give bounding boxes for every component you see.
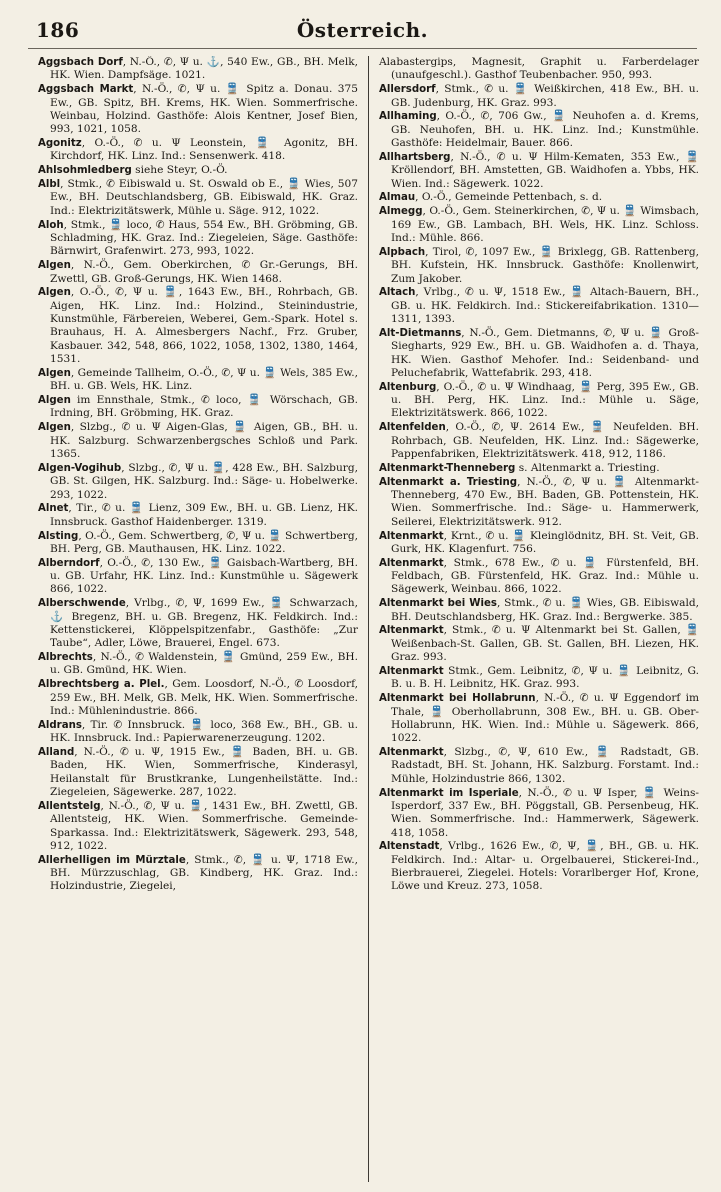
directory-entry [38,502,358,529]
entry-headword: Alt-Dietmanns [379,327,462,339]
entry-headword: Algen [38,395,71,407]
entry-text: , N.-Ö., Gem. Dietmanns, ✆, Ψ u. 🚆 Groß-Siegharts, 929 Ew., BH. u. GB. Waidhofen a. d. Thaya, HK. Wien. Gasthof Mehofer. Ind.: Seidenband- und Peluchefabrik, Wattefabrik. 293, 418. [391,326,699,379]
directory-entry [379,746,699,786]
entry-text: , Tir. ✆ Innsbruck. 🚆 loco, 368 Ew., BH., GB. u. HK. Innsbruck. Ind.: Papierwarenerzeugung. 1202. [50,718,358,745]
entry-headword: Altenmarkt a. Triesting [379,476,518,488]
entry-text: , O.-Ö., ✆ u. Ψ Windhaag, 🚆 Perg, 395 Ew., GB. u. BH. Perg, HK. Linz. Ind.: Mühle u. Säge, Elektrizitätswerk. 866, 1022. [391,380,699,420]
entry-headword: Almegg [379,206,423,218]
entry-text: , O.-Ö., ✆, 130 Ew., 🚆 Gaisbach-Wartberg, BH. u. GB. Urfahr, HK. Linz. Ind.: Kunstmühle u. Sägewerk 866, 1022. [50,556,358,596]
entry-headword: Altenstadt [379,841,440,853]
directory-entry [379,421,699,461]
entry-text: , Stmk., ✆ u. 🚆 Weißkirchen, 418 Ew., BH. u. GB. Judenburg, HK. Graz. 993. [391,83,699,109]
entry-text: Alabastergips, Magnesit, Graphit u. Farberdelager (unaufgeschl.). Gasthof Teubenbacher. 950, 993. [379,56,699,82]
directory-entry [38,83,358,136]
entry-headword: Altenfelden [379,422,446,434]
directory-entry [379,381,699,421]
entry-text: , O.-Ö., Gem. Schwertberg, ✆, Ψ u. 🚆 Schwertberg, BH. Perg, GB. Mauthausen, HK. Linz. 1022. [50,529,358,555]
entry-text: , N.-Ö., ✆, Ψ u. 🚆 Spitz a. Donau. 375 Ew., GB. Spitz, BH. Krems, HK. Wien. Sommerfrische. Weinbau, Holzind. Gasthöfe: Alois Kentner, Josef Bien, 993, 1021, 1058. [50,83,358,136]
directory-entry [38,421,358,461]
entry-headword: Alnet [38,503,69,515]
entry-headword: Altenmarkt-Thenneberg [379,462,516,474]
header-rule [28,48,697,49]
entry-text: , Vrlbg., 1626 Ew., ✆, Ψ, 🚆, BH., GB. u. HK. Feldkirch. Ind.: Altar- u. Orgelbauerei, Stickerei-Ind., Bierbrauerei, Ziegelei. Hotels: Vorarlberger Hof, Krone, Löwe und Kreuz. 273, 1058. [391,840,699,893]
entry-headword: Ahlsohmledberg [38,165,132,177]
directory-entry [379,205,699,245]
entry-text: , Slzbg., ✆, Ψ, 610 Ew., 🚆 Radstadt, GB. Radstadt, BH. St. Johann, HK. Salzburg. Forstamt. Ind.: Mühle, Holzindustrie 866, 1302. [391,746,699,785]
entry-text: Stmk., Gem. Leibnitz, ✆, Ψ u. 🚆 Leibnitz, G. B. u. B. H. Leibnitz, HK. Graz. 993. [391,664,699,691]
directory-entry [38,530,358,557]
directory-entry [38,678,358,718]
entry-text: , O.-Ö., ✆, Ψ u. 🚆, 1643 Ew., BH., Rohrbach, GB. Aigen, HK. Linz. Ind.: Holzind., Steinindustrie, Kunstmühle, Färbereien, Weberei, Gem.-Spark. Hotel s. Brauhaus, H. A. Almesbergers Nachf., Frz. Gruber, Kasbauer. 342, 548, 866, 1022, 1058, 1302, 1380, 1464, 1531. [50,286,358,366]
entry-headword: Algen [38,367,71,379]
entry-headword: Allerhelligen im Mürztale [38,854,186,866]
directory-entry [38,597,358,650]
directory-entry [38,394,358,421]
entry-text: , N.-Ö., Gem. Oberkirchen, ✆ Gr.-Gerungs, BH. Zwettl, GB. Groß-Gerungs, HK. Wien 1468. [50,259,358,285]
entry-headword: Altenmarkt [379,665,444,677]
entry-headword: Altach [379,287,416,299]
entry-text: , Vrlbg., ✆, Ψ, 1699 Ew., 🚆 Schwarzach, ⚓ Bregenz, BH. u. GB. Bregenz, HK. Feldkirch. Ind.: Kettenstickerei, Klöppelspitzenfabr., Gasthöfe: „Zur Taube“, Adler, Löwe, Brauerei, Engel. 673. [50,597,358,650]
entry-headword: Altenmarkt [379,625,444,637]
entry-text: , N.-Ö., ✆, Ψ u. ⚓, 540 Ew., GB., BH. Melk, HK. Wien. Dampfsäge. 1021. [50,56,358,82]
entry-headword: Algen [38,260,71,272]
entry-headword: Albrechts [38,652,93,664]
entry-headword: Agonitz [38,138,82,150]
entry-headword: Algen [38,287,71,299]
entry-headword: Allersdorf [379,84,436,96]
entry-text: siehe Steyr, O.-Ö. [131,164,228,177]
directory-entry [379,597,699,624]
entry-text: , O.-Ö., ✆, 706 Gw., 🚆 Neuhofen a. d. Krems, GB. Neuhofen, BH. u. HK. Linz. Ind.; Kunstmühle. Gasthöfe: Heidelmair, Bauer. 866. [391,110,699,150]
left-column [32,56,368,1182]
directory-entry [379,110,699,150]
directory-entry [38,800,358,853]
entry-headword: Allhartsberg [379,151,451,163]
entry-headword: Altenburg [379,381,437,393]
directory-entry [379,530,699,557]
entry-headword: Alsting [38,530,79,542]
entry-headword: Aldrans [38,719,82,731]
entry-text: , Stmk., 678 Ew., ✆ u. 🚆 Fürstenfeld, BH. Feldbach, GB. Fürstenfeld, HK. Graz. Ind.: Mühle u. Sägewerk, Weinbau. 866, 1022. [391,556,699,596]
directory-entry [379,327,699,380]
entry-headword: Aggsbach Markt [38,84,134,96]
directory-entry [38,746,358,799]
entry-headword: Alberndorf [38,557,100,569]
directory-entry [379,191,699,204]
entry-text: , O.-Ö., ✆ u. Ψ Leonstein, 🚆 Agonitz, BH. Kirchdorf, HK. Linz. Ind.: Sensenwerk. 418. [50,137,358,163]
page-number: 186 [36,18,80,42]
entry-text: , O.-Ö., ✆, Ψ. 2614 Ew., 🚆 Neufelden. BH. Rohrbach, GB. Neufelden, HK. Linz. Ind.: Sägewerke, Pappenfabriken, Elektrizitätswerk. 418, 912, 1186. [391,421,699,460]
entry-columns [32,56,701,1182]
entry-headword: Aggsbach Dorf [38,57,123,68]
running-head: Österreich. [296,18,429,42]
entry-headword: Alberschwende [38,598,126,610]
directory-entry [379,246,699,286]
page-header [22,12,703,48]
entry-text: , Stmk., ✆ u. Ψ Altenmarkt bei St. Gallen, 🚆 Weißenbach-St. Gallen, GB. St. Gallen, BH. Liezen, HK. Graz. 993. [391,624,699,664]
directory-entry [379,624,699,664]
entry-text: , Gemeinde Tallheim, O.-Ö., ✆, Ψ u. 🚆 Wels, 385 Ew., BH. u. GB. Wels, HK. Linz. [50,366,358,393]
directory-entry [38,56,358,83]
directory-entry [379,56,699,83]
entry-text: , N.-Ö., ✆, Ψ u. 🚆, 1431 Ew., BH. Zwettl, GB. Allentsteig, HK. Wien. Sommerfrische. Gemeinde-Sparkassa. Ind.: Elektrizitätswerk, Sägewerk. 293, 548, 912, 1022. [50,799,358,852]
entry-text: , Slzbg., ✆ u. Ψ Aigen-Glas, 🚆 Aigen, GB., BH. u. HK. Salzburg. Schwarzenbergsches Schloß und Park. 1365. [50,421,358,460]
entry-text: , N.-Ö., ✆ u. Ψ Hilm-Kematen, 353 Ew., 🚆 Kröllendorf, BH. Amstetten, GB. Waidhofen a. Ybbs, HK. Wien. Ind.: Sägewerk. 1022. [391,150,699,190]
directory-entry [379,286,699,326]
entry-text: , Stmk., ✆, 🚆 u. Ψ, 1718 Ew., BH. Mürzzuschlag, GB. Kindberg, HK. Graz. Ind.: Holzindustrie, Ziegelei, [50,853,358,893]
entry-headword: Algen [38,422,71,434]
entry-text: im Ennsthale, Stmk., ✆ loco, 🚆 Wörschach, GB. Irdning, BH. Gröbming, HK. Graz. [50,394,358,420]
directory-entry [38,219,358,259]
entry-text: , O.-Ö., Gem. Steinerkirchen, ✆, Ψ u. 🚆 Wimsbach, 169 Ew., GB. Lambach, BH. Wels, HK. Linz. Schloss. Ind.: Mühle. 866. [391,205,699,244]
directory-entry [379,83,699,110]
directory-entry [38,719,358,746]
entry-headword: Albrechtsberg a. Plel. [38,679,165,691]
entry-headword: Altenmarkt bei Hollabrunn [379,693,536,705]
directory-entry [379,462,699,475]
directory-entry [38,651,358,678]
directory-entry [38,462,358,502]
entry-text: , Stmk., ✆ Eibiswald u. St. Oswald ob E., 🚆 Wies, 507 Ew., BH. Deutschlandsberg, GB. Eibiswald, HK. Graz. Ind.: Elektrizitätswerk, Mühle u. Säge. 912, 1022. [50,178,358,217]
entry-text: , Krnt., ✆ u. 🚆 Kleinglödnitz, BH. St. Veit, GB. Gurk, HK. Klagenfurt. 756. [391,529,699,555]
entry-text: , Slzbg., ✆, Ψ u. 🚆, 428 Ew., BH. Salzburg, GB. St. Gilgen, HK. Salzburg. Ind.: Säge- u. Hobelwerke. 293, 1022. [50,461,358,501]
directory-entry [379,557,699,597]
entry-text: , Stmk., 🚆 loco, ✆ Haus, 554 Ew., BH. Gröbming, GB. Schladming, HK. Graz. Ind.: Ziegeleien, Säge. Gasthöfe: Bärnwirt, Grafenwirt. 273, 993, 1022. [50,218,358,258]
entry-headword: Algen-Vogihub [38,462,122,474]
directory-entry [38,137,358,164]
entry-headword: Allhaming [379,111,437,123]
entry-text: , O.-Ö., Gemeinde Pettenbach, s. d. [415,191,603,204]
entry-text: , Vrlbg., ✆ u. Ψ, 1518 Ew., 🚆 Altach-Bauern, BH., GB. u. HK. Feldkirch. Ind.: Stickereifabrikation. 1310—1311, 1393. [391,286,699,326]
entry-text: , Gem. Loosdorf, N.-Ö., ✆ Loosdorf, 259 Ew., BH. Melk, GB. Melk, HK. Wien. Sommerfrische. Ind.: Mühlenindustrie. 866. [50,678,358,717]
entry-headword: Altenmarkt im Isperiale [379,787,519,799]
entry-text: , N.-Ö., ✆ u. Ψ, 1915 Ew., 🚆 Baden, BH. u. GB. Baden, HK. Wien, Sommerfrische, Kinderasyl, Heilanstalt für Brustkranke, Lungenheilstätte. Ind.: Ziegeleien, Sägewerke. 287, 1022. [50,746,358,799]
entry-text: , Tirol, ✆, 1097 Ew., 🚆 Brixlegg, GB. Rattenberg, BH. Kufstein, HK. Innsbruck. Gasthöfe: Knollenwirt, Zum Jakober. [391,245,699,285]
entry-text: , N.-Ö., ✆, Ψ u. 🚆 Altenmarkt-Thenneberg, 470 Ew., BH. Baden, GB. Pottenstein, HK. Wien. Sommerfrische. Ind.: Säge- u. Hammerwerk, Seilerei, Elektrizitätswerk. 912. [391,475,699,528]
entry-text: , N.-Ö., ✆ u. Ψ Isper, 🚆 Weins-Isperdorf, 337 Ew., BH. Pöggstall, GB. Persenbeug, HK. Wien. Sommerfrische. Ind.: Hammerwerk, Sägewerk. 418, 1058. [391,786,699,839]
directory-entry [38,557,358,597]
entry-headword: Allentstelg [38,800,101,812]
directory-entry [38,854,358,894]
directory-entry [38,178,358,218]
entry-headword: Almau [379,192,416,204]
entry-headword: Altenmarkt [379,747,444,759]
right-column [368,56,701,1182]
directory-entry [379,840,699,893]
entry-headword: Aloh [38,219,64,231]
directory-entry [379,787,699,840]
directory-entry [38,286,358,366]
directory-entry [379,692,699,745]
entry-text: , Tir., ✆ u. 🚆 Lienz, 309 Ew., BH. u. GB. Lienz, HK. Innsbruck. Gasthof Haidenberger. 1319. [50,502,358,528]
directory-entry [38,259,358,286]
entry-text: , N.-Ö., ✆ Waldenstein, 🚆 Gmünd, 259 Ew., BH. u. GB. Gmünd, HK. Wien. [50,651,358,677]
entry-text: , N.-Ö., ✆ u. Ψ Eggendorf im Thale, 🚆 Oberhollabrunn, 308 Ew., BH. u. GB. Ober-Hollabrunn, HK. Wien. Ind.: Mühle u. Sägewerk. 866, 1022. [391,692,700,745]
directory-entry [379,151,699,191]
entry-headword: Alland [38,747,75,759]
directory-entry [379,665,699,692]
entry-headword: Altenmarkt [379,530,444,542]
entry-headword: Alpbach [379,246,426,258]
directory-entry [379,476,699,529]
entry-text: , Stmk., ✆ u. 🚆 Wies, GB. Eibiswald, BH. Deutschlandsberg, HK. Graz. Ind.: Bergwerke. 385. [391,597,699,623]
entry-headword: Altenmarkt [379,557,444,569]
entry-headword: Albl [38,179,61,191]
entry-headword: Altenmarkt bei Wies [379,598,497,610]
directory-entry [38,164,358,177]
entry-text: s. Altenmarkt a. Triesting. [515,461,660,474]
directory-entry [38,367,358,394]
